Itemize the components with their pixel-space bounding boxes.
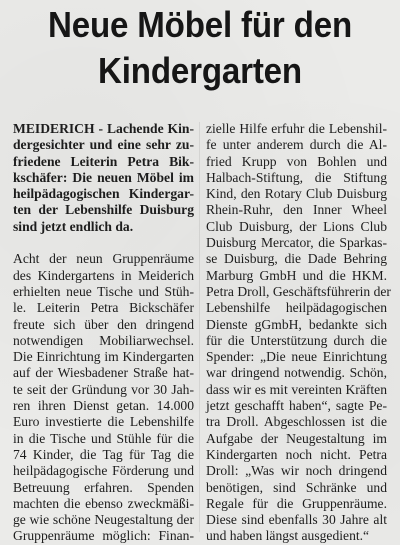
body-line: se Duisburg, die Dade Behring xyxy=(206,251,387,267)
right-column xyxy=(206,121,391,545)
body-line: freute sich über den dringend xyxy=(13,316,194,332)
body-line: benötigen, sind Schränke und xyxy=(206,479,387,495)
body-line: Betreuung erfahren. Spenden xyxy=(13,479,194,495)
body-line: Regale für die Gruppenräume. xyxy=(206,495,387,511)
body-line: Acht der neun Gruppenräume xyxy=(13,251,194,267)
body-line: machten die ebenso zweckmäßi- xyxy=(13,495,194,511)
body-line: le. Leiterin Petra Bickschäfer xyxy=(13,300,194,316)
body-line: Petra Droll, Geschäftsführerin der xyxy=(206,283,391,299)
body-line: notwendigen Mobiliarwechsel. xyxy=(13,332,194,348)
body-line: heilpädagogische Förderung und xyxy=(13,463,194,479)
column-divider xyxy=(199,122,200,532)
body-line: ren ihren Dienst getan. 14.000 xyxy=(13,398,194,414)
lead-line: dergesichter und eine sehr zu- xyxy=(13,137,194,153)
headline-line-2: Kindergarten xyxy=(98,50,302,91)
body-line: tra Droll. Abgeschlossen ist die xyxy=(206,414,387,430)
body-line: und haben längst ausgedient.“ xyxy=(206,528,370,544)
body-line: te seit der Gründung vor 30 Jah- xyxy=(13,381,194,397)
body-line: Aufgabe der Neugestaltung im xyxy=(206,430,387,446)
body-line: Die Einrichtung im Kindergarten xyxy=(13,349,194,365)
body-line: Kindergarten noch nicht. Petra xyxy=(206,446,387,462)
body-line: Rhein-Ruhr, den Inner Wheel xyxy=(206,202,387,218)
body-line: Euro investierte die Lebenshilfe xyxy=(13,414,194,430)
body-line: in die Tische und Stühle für die xyxy=(13,430,194,446)
body-text-left xyxy=(13,251,194,544)
body-line: ge wie schöne Neugestaltung der xyxy=(13,512,194,528)
body-line: Spender: „Die neue Einrichtung xyxy=(206,349,387,365)
body-line: Droll: „Was wir noch dringend xyxy=(206,463,387,479)
body-line: 74 Kinder, die Tag für Tag die xyxy=(13,446,194,462)
lead-line: kschäfer: Die neuen Möbel im xyxy=(13,169,194,185)
body-line: dass wir es mit vereinten Kräften xyxy=(206,381,387,397)
body-line: Lebenshilfe heilpädagogischen xyxy=(206,300,387,316)
body-line: Gruppenräume möglich: Finan- xyxy=(13,528,194,544)
lead-line: MEIDERICH - Lachende Kin- xyxy=(13,121,194,136)
lead-line: heilpädagogischen Kindergar- xyxy=(13,186,194,202)
body-line: auf der Wiesbadener Straße hat- xyxy=(13,365,194,381)
body-line: war dringend notwendig. Schön, xyxy=(206,365,387,381)
left-column xyxy=(13,121,194,545)
body-line: des Kindergartens in Meiderich xyxy=(13,267,194,283)
lead-line: ten der Lebenshilfe Duisburg xyxy=(13,202,194,218)
article-headline xyxy=(16,2,384,94)
headline-line-1: Neue Möbel für den xyxy=(47,4,352,45)
body-line: erhielten neue Tische und Stüh- xyxy=(13,283,194,299)
body-line: fried Krupp von Bohlen und xyxy=(206,153,387,169)
body-line: fe unter anderem durch die Al- xyxy=(206,137,387,153)
body-line: Kind, den Rotary Club Duisburg xyxy=(206,186,387,202)
body-line: für die Unterstützung durch die xyxy=(206,332,387,348)
article-lead xyxy=(13,121,194,235)
body-line: Dienste gGmbH, bedankte sich xyxy=(206,316,387,332)
body-line: zielle Hilfe erfuhr die Lebenshil- xyxy=(206,121,387,136)
lead-line: sind jetzt endlich da. xyxy=(13,218,134,234)
body-line: Duisburg Mercator, die Sparkas- xyxy=(206,235,387,251)
lead-line: friedene Leiterin Petra Bik- xyxy=(13,153,194,169)
body-line: jetzt geschafft haben“, sagte Pe- xyxy=(206,398,387,414)
body-line: Club Duisburg, der Lions Club xyxy=(206,218,387,234)
body-line: Marburg GmbH und die HKM. xyxy=(206,267,387,283)
body-line: Diese sind ebenfalls 30 Jahre alt xyxy=(206,512,387,528)
body-line: Halbach-Stiftung, die Stiftung xyxy=(206,169,387,185)
